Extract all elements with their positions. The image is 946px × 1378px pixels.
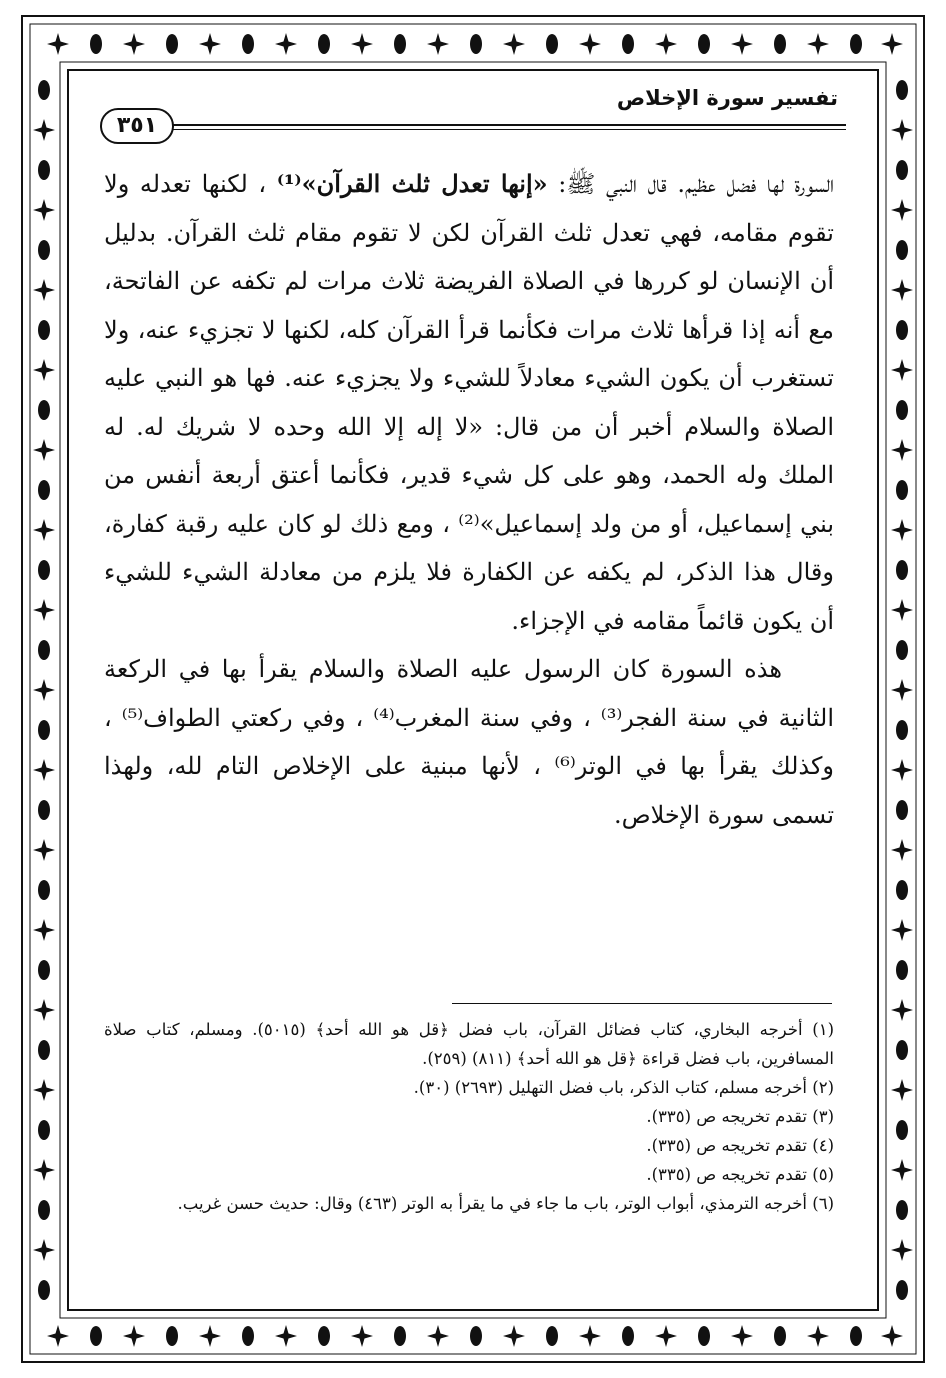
footnote-1: (١) أخرجه البخاري، كتاب فضائل القرآن، باب فضل ﴿قل هو الله أحد﴾ (٥٠١٥). ومسلم، كتاب صلاة المسافرين، باب فضل قراءة ﴿قل هو الله أحد﴾ (٨١١) (٢٥٩). xyxy=(104,1020,834,1068)
running-title: تفسير سورة الإخلاص xyxy=(616,86,838,110)
paragraph-1 xyxy=(104,160,834,645)
header-rule-thin xyxy=(170,129,846,130)
paragraph-1-rest: ، لكنها تعدله ولا تقوم مقامه، فهي تعدل ثلث القرآن لكن لا تقوم مقام ثلث القرآن. بدليل أن الإنسان لو كررها في الصلاة الفريضة ثلاث مرات لم تكفه عن الفاتحة، مع أنه إذا قرأها ثلاث مرات فكأنما قرأ القرآن كله، لكنها لا تجزيء عنه، ولا تستغرب أن يكون الشيء معادلاً للشيء ولا يجزيء عنه. فها هو النبي عليه الصلاة والسلام أخبر أن من قال: «لا إله إلا الله وحده لا شريك له. له الملك وله الحمد، وهو على كل شيء قدير، فكأنما أعتق أربعة أنفس من بني إسماعيل، أو من ولد إسماعيل»⁽²⁾ ، ومع ذلك لو كان عليه رقبة كفارة، وقال هذا الذكر، لم يكفه عن الكفارة فلا يلزم من معادلة الشيء للشيء أن يكون قائماً مقامه في الإجزاء. xyxy=(104,170,835,635)
main-text xyxy=(104,160,834,839)
footnote-4: (٤) تقدم تخريجه ص (٣٣٥). xyxy=(646,1136,834,1155)
footnote-separator xyxy=(452,1003,832,1004)
footnote-6: (٦) أخرجه الترمذي، أبواب الوتر، باب ما جاء في ما يقرأ به الوتر (٤٦٣) وقال: حديث حسن غريب. xyxy=(177,1194,834,1213)
hadith-quote: «إنها تعدل ثلث القرآن»⁽¹⁾ xyxy=(276,169,548,198)
paragraph-1-intro: السورة لها فضل عظيم. قال النبي ﷺ: xyxy=(547,170,834,198)
footnote-5: (٥) تقدم تخريجه ص (٣٣٥). xyxy=(646,1165,834,1184)
footnote-3: (٣) تقدم تخريجه ص (٣٣٥). xyxy=(646,1107,834,1126)
footnotes xyxy=(104,1015,834,1218)
footnote-2: (٢) أخرجه مسلم، كتاب الذكر، باب فضل التهليل (٢٦٩٣) (٣٠). xyxy=(413,1078,834,1097)
header-rule xyxy=(170,124,846,126)
paragraph-2: هذه السورة كان الرسول عليه الصلاة والسلام يقرأ بها في الركعة الثانية في سنة الفجر⁽³⁾ ، وفي سنة المغرب⁽⁴⁾ ، وفي ركعتي الطواف⁽⁵⁾ ، وكذلك يقرأ بها في الوتر⁽⁶⁾ ، لأنها مبنية على الإخلاص التام لله، ولهذا تسمى سورة الإخلاص. xyxy=(104,655,834,829)
page-number: ٣٥١ xyxy=(100,108,174,144)
